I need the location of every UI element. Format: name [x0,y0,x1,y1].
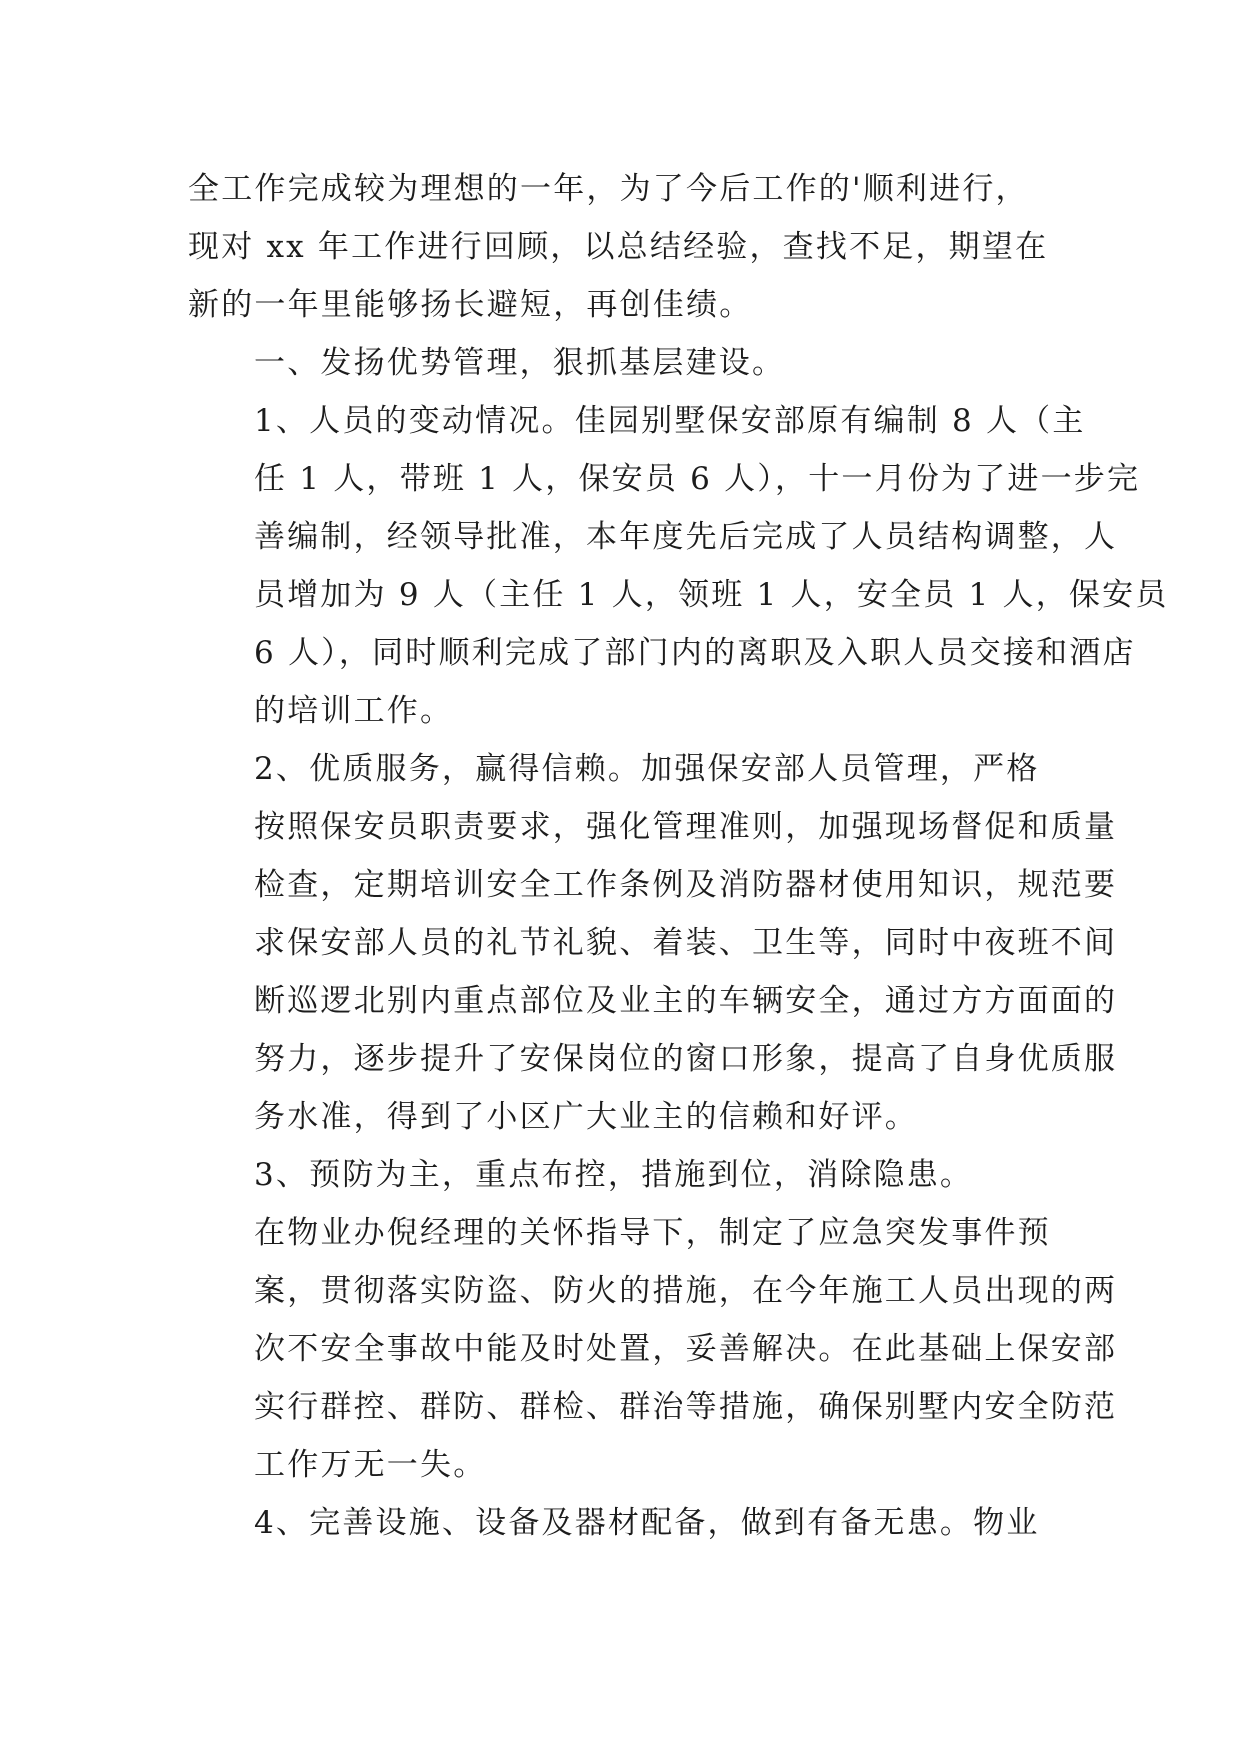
text-line: 断巡逻北别内重点部位及业主的车辆安全，通过方方面面的 [254,983,1118,1019]
text-line: 任 1 人，带班 1 人，保安员 6 人），十一月份为了进一步完 [254,461,1141,497]
text-line: 3、预防为主，重点布控，措施到位，消除隐患。 [254,1157,974,1193]
text-line: 2、优质服务，赢得信赖。加强保安部人员管理，严格 [254,751,1040,787]
paragraph-prevention-heading [188,1146,1056,1204]
paragraph-emergency-plan [188,1204,1118,1494]
text-line: 1、人员的变动情况。佳园别墅保安部原有编制 8 人（主 [254,403,1086,439]
paragraph-personnel-changes [188,392,1169,740]
text-line: 案，贯彻落实防盗、防火的措施，在今年施工人员出现的两 [254,1273,1118,1309]
text-line: 一、发扬优势管理，狠抓基层建设。 [254,345,786,381]
text-line: 6 人），同时顺利完成了部门内的离职及入职人员交接和酒店 [254,635,1136,671]
paragraph-quality-service [188,740,1118,1146]
text-line: 实行群控、群防、群检、群治等措施，确保别墅内安全防范 [254,1389,1118,1425]
text-line: 求保安部人员的礼节礼貌、着装、卫生等，同时中夜班不间 [254,925,1118,961]
document-body [188,160,1169,1552]
text-line: 现对 xx 年工作进行回顾，以总结经验，查找不足，期望在 [188,229,1049,265]
paragraph-facilities [188,1494,1056,1552]
text-line: 工作万无一失。 [254,1447,487,1483]
text-line: 的培训工作。 [254,693,454,729]
text-line: 4、完善设施、设备及器材配备，做到有备无患。物业 [254,1505,1040,1541]
text-line: 努力，逐步提升了安保岗位的窗口形象，提高了自身优质服 [254,1041,1118,1077]
text-line: 检查，定期培训安全工作条例及消防器材使用知识，规范要 [254,867,1118,903]
section-heading-1 [188,334,1056,392]
text-line: 在物业办倪经理的关怀指导下，制定了应急突发事件预 [254,1215,1051,1251]
paragraph-intro-continuation [188,160,1056,334]
text-line: 善编制，经领导批准，本年度先后完成了人员结构调整，人 [254,519,1118,555]
text-line: 按照保安员职责要求，强化管理准则，加强现场督促和质量 [254,809,1118,845]
text-line: 务水准，得到了小区广大业主的信赖和好评。 [254,1099,918,1135]
text-line: 次不安全事故中能及时处置，妥善解决。在此基础上保安部 [254,1331,1118,1367]
text-line: 新的一年里能够扬长避短，再创佳绩。 [188,287,753,323]
text-line: 员增加为 9 人（主任 1 人，领班 1 人，安全员 1 人，保安员 [254,577,1169,613]
text-line: 全工作完成较为理想的一年，为了今后工作的'顺利进行， [188,171,1029,207]
